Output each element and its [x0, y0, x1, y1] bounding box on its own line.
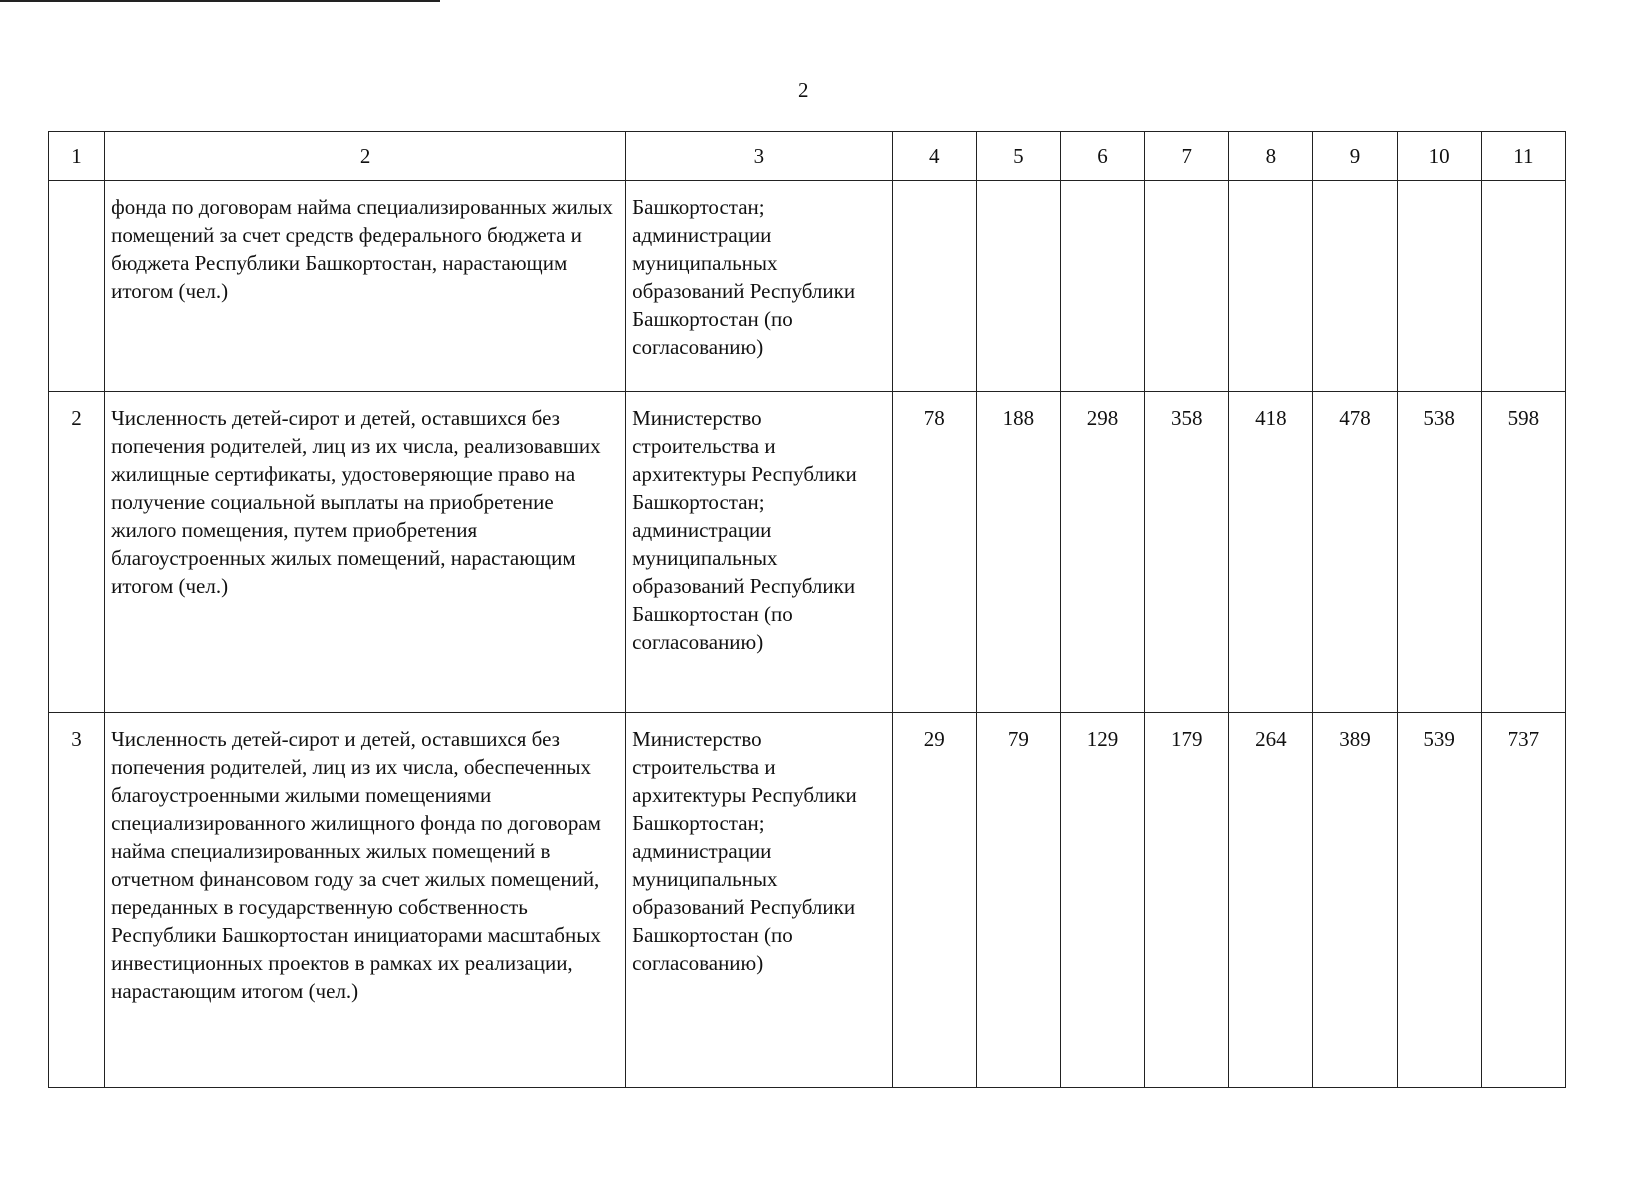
indicator-cell: Численность детей-сирот и детей, оставшихся без попечения родителей, лиц из их числа, обеспеченных благоустроенными жилыми помещениями специализированного жилищного фонда по договорам найма специализированных жилых помещений в отчетном финансовом году за счет жилых помещений, переданных в государственную собственность Республики Башкортостан инициаторами масштабных инвестиционных проектов в рамках их реализации, нарастающим итогом (чел.) — [105, 713, 626, 1088]
value-cell — [1313, 181, 1397, 392]
indicator-table — [48, 131, 1566, 1088]
value-cell — [1060, 181, 1144, 392]
row-number: 2 — [49, 392, 105, 713]
header-cell: 1 — [49, 132, 105, 181]
header-cell: 11 — [1481, 132, 1565, 181]
responsible-cell: Министерство строительства и архитектуры Республики Башкортостан; администрации муниципальных образований Республики Башкортостан (по согласованию) — [626, 392, 893, 713]
responsible-cell: Министерство строительства и архитектуры Республики Башкортостан; администрации муниципальных образований Республики Башкортостан (по согласованию) — [626, 713, 893, 1088]
value-cell: 129 — [1060, 713, 1144, 1088]
value-cell — [1145, 181, 1229, 392]
value-cell: 79 — [976, 713, 1060, 1088]
table-row — [49, 713, 1566, 1088]
value-cell: 78 — [892, 392, 976, 713]
value-cell — [976, 181, 1060, 392]
table-row — [49, 392, 1566, 713]
row-number: 3 — [49, 713, 105, 1088]
value-cell: 179 — [1145, 713, 1229, 1088]
header-cell: 6 — [1060, 132, 1144, 181]
value-cell — [892, 181, 976, 392]
value-cell: 188 — [976, 392, 1060, 713]
row-number — [49, 181, 105, 392]
value-cell: 298 — [1060, 392, 1144, 713]
value-cell: 598 — [1481, 392, 1565, 713]
indicator-cell: Численность детей-сирот и детей, оставшихся без попечения родителей, лиц из их числа, реализовавших жилищные сертификаты, удостоверяющие право на получение социальной выплаты на приобретение жилого помещения, путем приобретения благоустроенных жилых помещений, нарастающим итогом (чел.) — [105, 392, 626, 713]
value-cell: 538 — [1397, 392, 1481, 713]
value-cell — [1481, 181, 1565, 392]
value-cell: 389 — [1313, 713, 1397, 1088]
header-cell: 9 — [1313, 132, 1397, 181]
table-row — [49, 181, 1566, 392]
value-cell: 418 — [1229, 392, 1313, 713]
header-cell: 4 — [892, 132, 976, 181]
value-cell: 737 — [1481, 713, 1565, 1088]
responsible-cell: Башкортостан; администрации муниципальных образований Республики Башкортостан (по согласованию) — [626, 181, 893, 392]
header-cell: 3 — [626, 132, 893, 181]
header-cell: 5 — [976, 132, 1060, 181]
value-cell — [1397, 181, 1481, 392]
header-cell: 2 — [105, 132, 626, 181]
value-cell: 539 — [1397, 713, 1481, 1088]
value-cell: 29 — [892, 713, 976, 1088]
header-cell: 8 — [1229, 132, 1313, 181]
header-row — [49, 132, 1566, 181]
value-cell — [1229, 181, 1313, 392]
header-cell: 7 — [1145, 132, 1229, 181]
value-cell: 358 — [1145, 392, 1229, 713]
top-rule — [0, 0, 440, 2]
indicator-cell: фонда по договорам найма специализированных жилых помещений за счет средств федерального бюджета и бюджета Республики Башкортостан, нарастающим итогом (чел.) — [105, 181, 626, 392]
value-cell: 478 — [1313, 392, 1397, 713]
page-number: 2 — [798, 78, 809, 102]
value-cell: 264 — [1229, 713, 1313, 1088]
header-cell: 10 — [1397, 132, 1481, 181]
